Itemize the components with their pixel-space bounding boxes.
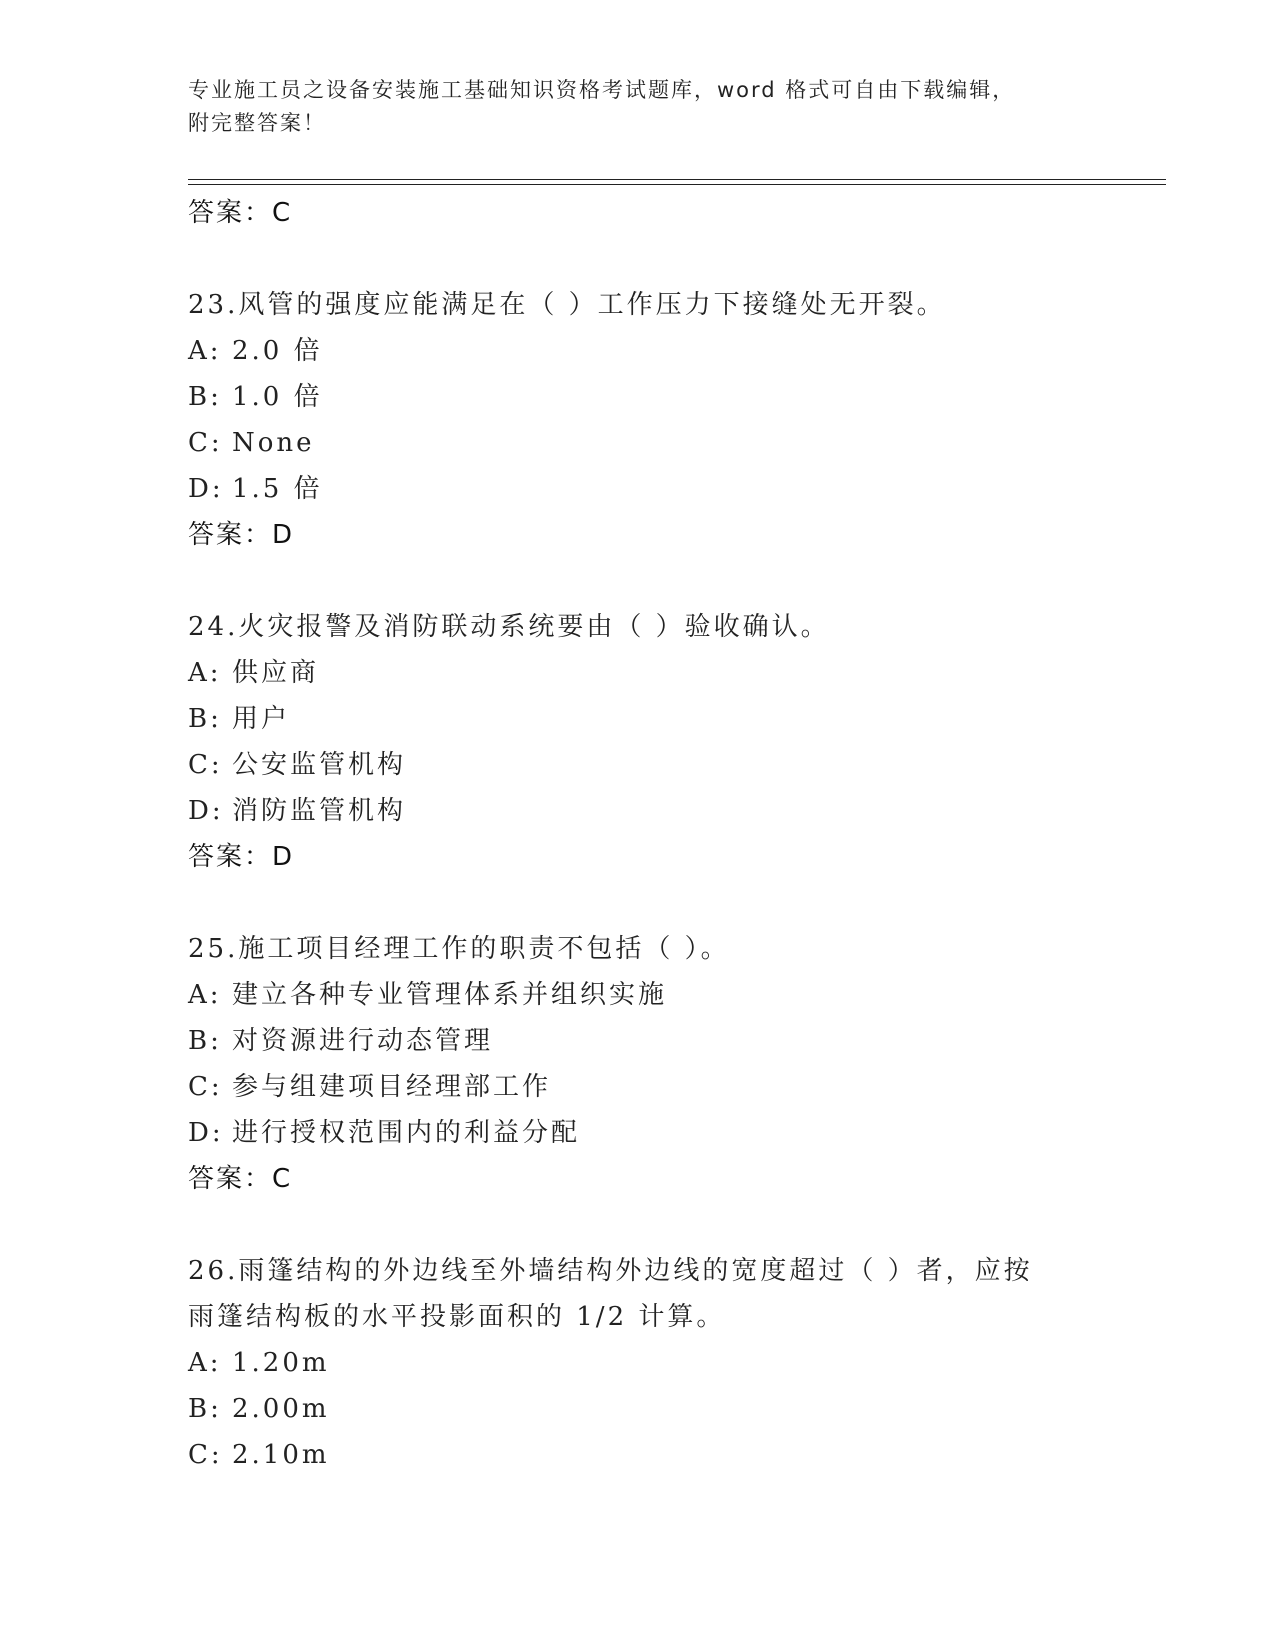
option-b (188, 1386, 1148, 1432)
answer-line: 答案：C (188, 198, 293, 228)
option-c (188, 742, 1148, 788)
question-block (188, 926, 1148, 1202)
question-list (188, 190, 1148, 1478)
option-a (188, 328, 1148, 374)
option-letter: B: (188, 1394, 222, 1424)
option-text: 消防监管机构 (232, 796, 407, 826)
option-d (188, 788, 1148, 834)
spacer (188, 558, 1148, 604)
option-letter: C: (188, 1072, 223, 1102)
option-text: 1.0 倍 (232, 382, 323, 412)
header-line-2: 附完整答案！ (188, 111, 326, 135)
option-letter: D: (188, 1118, 224, 1148)
option-b (188, 374, 1148, 420)
option-text: 2.10m (232, 1440, 330, 1470)
spacer (188, 1202, 1148, 1248)
option-b (188, 1018, 1148, 1064)
option-d (188, 1110, 1148, 1156)
option-d (188, 466, 1148, 512)
option-letter: B: (188, 704, 222, 734)
answer-line: 答案：C (188, 1164, 293, 1194)
question-text: 25.施工项目经理工作的职责不包括（ ）。 (188, 934, 730, 964)
option-text: 用户 (232, 704, 291, 734)
option-letter: D: (188, 796, 224, 826)
option-text: 进行授权范围内的利益分配 (232, 1118, 581, 1148)
option-a (188, 972, 1148, 1018)
option-letter: A: (188, 336, 222, 366)
option-text: 2.00m (232, 1394, 330, 1424)
question-block (188, 282, 1148, 558)
header-divider-bottom (188, 184, 1166, 185)
question-text: 23.风管的强度应能满足在（ ）工作压力下接缝处无开裂。 (188, 290, 946, 320)
header-divider-top (188, 179, 1166, 180)
option-letter: C: (188, 1440, 223, 1470)
option-letter: C: (188, 750, 223, 780)
option-c (188, 420, 1148, 466)
option-a (188, 1340, 1148, 1386)
option-text: 2.0 倍 (232, 336, 323, 366)
option-c (188, 1064, 1148, 1110)
option-letter: A: (188, 658, 222, 688)
document-header (188, 74, 1088, 140)
option-text: None (232, 428, 315, 458)
option-b (188, 696, 1148, 742)
option-text: 1.20m (232, 1348, 330, 1378)
answer-line: 答案：D (188, 842, 295, 872)
answer-line: 答案：D (188, 520, 295, 550)
option-letter: B: (188, 1026, 222, 1056)
option-text: 供应商 (232, 658, 320, 688)
spacer (188, 880, 1148, 926)
question-text: 24.火灾报警及消防联动系统要由（ ）验收确认。 (188, 612, 830, 642)
option-text: 参与组建项目经理部工作 (232, 1072, 552, 1102)
question-block (188, 604, 1148, 880)
header-line-1: 专业施工员之设备安装施工基础知识资格考试题库，word 格式可自由下载编辑， (188, 78, 1016, 102)
option-letter: A: (188, 980, 222, 1010)
option-a (188, 650, 1148, 696)
option-text: 对资源进行动态管理 (232, 1026, 494, 1056)
option-text: 公安监管机构 (232, 750, 407, 780)
question-block (188, 1248, 1148, 1478)
option-text: 1.5 倍 (232, 474, 323, 504)
option-letter: B: (188, 382, 222, 412)
option-letter: C: (188, 428, 223, 458)
option-letter: A: (188, 1348, 222, 1378)
option-c (188, 1432, 1148, 1478)
option-text: 建立各种专业管理体系并组织实施 (232, 980, 668, 1010)
option-letter: D: (188, 474, 224, 504)
question-text: 26.雨篷结构的外边线至外墙结构外边线的宽度超过（ ）者，应按雨篷结构板的水平投影面积的 1/2 计算。 (188, 1256, 1033, 1332)
spacer (188, 236, 1148, 282)
